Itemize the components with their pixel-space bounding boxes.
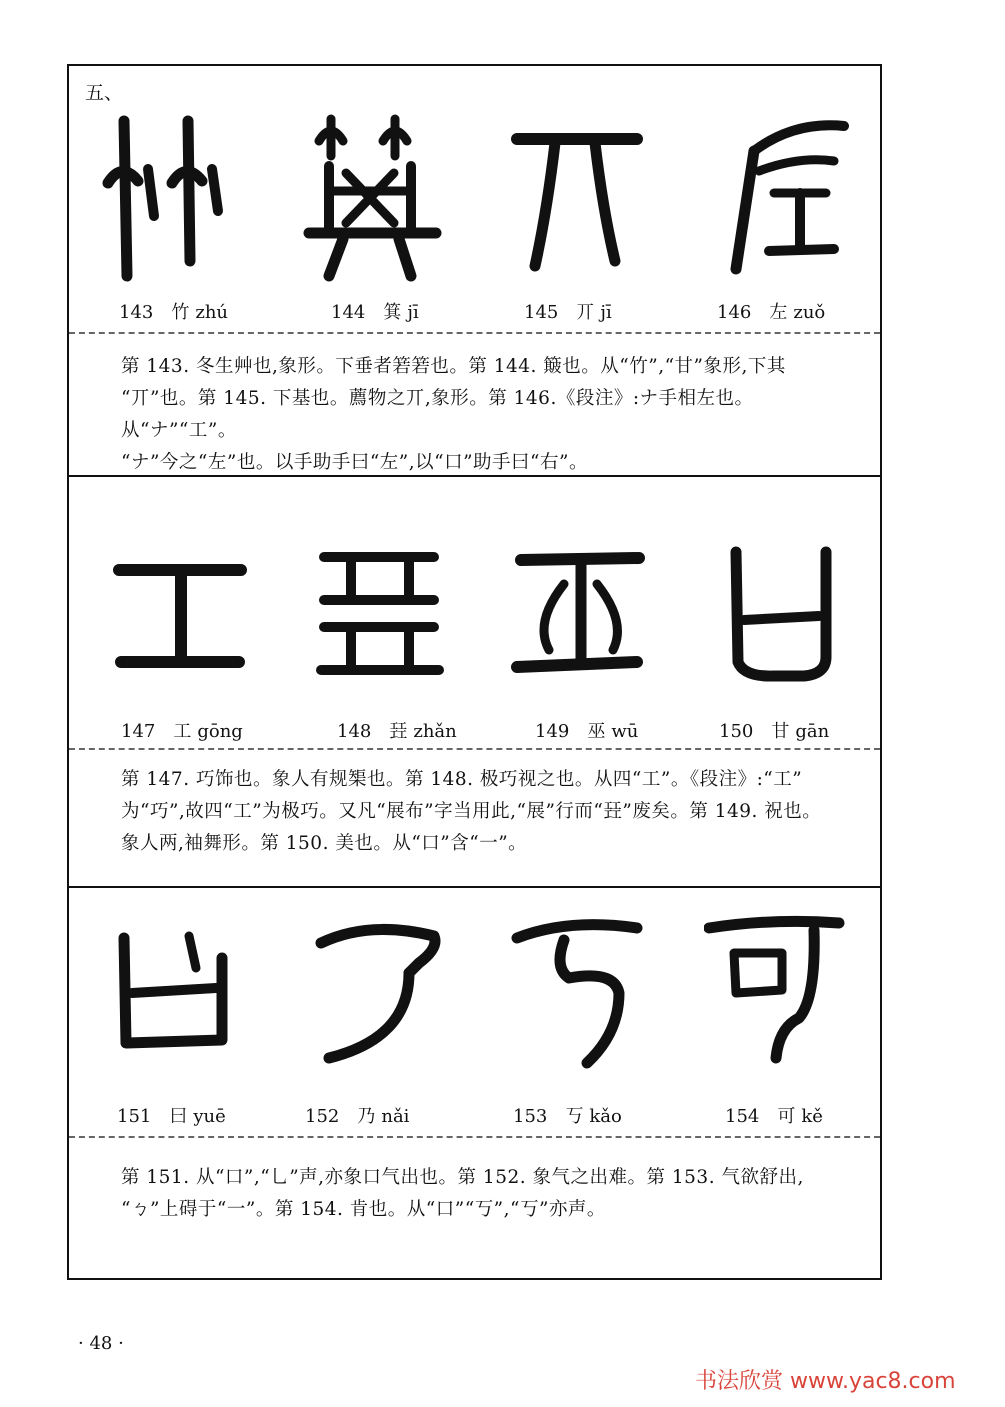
char-pinyin: kǎo <box>589 1106 622 1127</box>
char-caption <box>513 1102 622 1128</box>
description-text <box>121 1162 860 1226</box>
seal-zhan-icon <box>309 532 459 707</box>
char-text: 丌 <box>576 302 595 323</box>
char-number: 144 <box>331 302 366 323</box>
char-number: 147 <box>121 721 156 742</box>
seal-yue-say-icon <box>104 908 254 1083</box>
description-line: 第 143. 冬生艸也,象形。下垂者箬箬也。第 144. 簸也。从“竹”,“甘”象形,下其 <box>121 356 786 377</box>
char-pinyin: yuē <box>193 1106 226 1127</box>
char-caption <box>117 1102 226 1128</box>
section-panel-2 <box>69 475 880 888</box>
char-caption <box>119 298 228 324</box>
char-caption <box>719 717 829 743</box>
description-line: “丌”也。第 145. 下基也。薦物之丌,象形。第 146.《段注》:ナ手相左也。从“ナ”“工”。 <box>121 388 754 441</box>
description-line: 第 147. 巧饰也。象人有规榘也。第 148. 极巧视之也。从四“工”。《段注》:“工” <box>121 769 803 790</box>
char-pinyin: zhú <box>195 302 229 323</box>
description-text <box>121 764 860 860</box>
char-text: 乃 <box>357 1106 376 1127</box>
char-text: 巫 <box>587 721 606 742</box>
char-pinyin: jī <box>407 302 419 323</box>
description-text <box>121 351 860 479</box>
description-line: 为“巧”,故四“工”为极巧。又凡“展布”字当用此,“展”行而“㠭”废矣。第 149. 祝也。 <box>121 801 822 822</box>
seal-ji-stand-icon <box>507 111 657 286</box>
seal-gong-work-icon <box>109 532 259 707</box>
dashed-separator <box>69 332 880 334</box>
dashed-separator <box>69 748 880 750</box>
description-line: 象人两,袖舞形。第 150. 美也。从“口”含“一”。 <box>121 833 528 854</box>
seal-ji-winnow-icon <box>301 111 451 286</box>
char-text: 箕 <box>383 302 402 323</box>
char-text: 工 <box>173 721 192 742</box>
section-panel-1 <box>69 66 880 475</box>
caption-row <box>69 298 880 322</box>
char-pinyin: wū <box>611 721 639 742</box>
char-text: 曰 <box>169 1106 188 1127</box>
seal-kao-icon <box>509 908 659 1083</box>
glyph-row <box>69 111 880 286</box>
char-text: 竹 <box>171 302 190 323</box>
section-panel-3 <box>69 886 880 1280</box>
char-caption <box>725 1102 823 1128</box>
char-number: 151 <box>117 1106 152 1127</box>
char-text: 左 <box>769 302 788 323</box>
char-caption <box>535 717 638 743</box>
seal-nai-icon <box>309 908 459 1083</box>
char-pinyin: gōng <box>197 721 243 742</box>
char-text: 可 <box>777 1106 796 1127</box>
seal-wu-shaman-icon <box>509 532 659 707</box>
char-number: 148 <box>337 721 372 742</box>
char-text: 丂 <box>565 1106 584 1127</box>
description-line: “ㄅ”上碍于“一”。第 154. 肯也。从“口”“丂”,“丂”亦声。 <box>121 1199 606 1220</box>
char-text: 甘 <box>771 721 790 742</box>
char-number: 153 <box>513 1106 548 1127</box>
watermark: 书法欣赏 www.yac8.com <box>695 1369 956 1394</box>
char-pinyin: nǎi <box>381 1106 410 1127</box>
char-number: 154 <box>725 1106 760 1127</box>
glyph-row <box>69 532 880 707</box>
seal-zuo-left-icon <box>714 111 864 286</box>
description-line: 第 151. 从“口”,“乚”声,亦象口气出也。第 152. 象气之出难。第 153. 气欲舒出, <box>121 1167 804 1188</box>
char-caption <box>524 298 612 324</box>
char-text: 㠭 <box>389 721 408 742</box>
glyph-row <box>69 908 880 1083</box>
char-caption <box>305 1102 409 1128</box>
char-number: 150 <box>719 721 754 742</box>
caption-row <box>69 1102 880 1126</box>
seal-gan-sweet-icon <box>714 532 864 707</box>
char-caption <box>121 717 243 743</box>
char-pinyin: gān <box>795 721 830 742</box>
seal-zhu-bamboo-icon <box>94 111 244 286</box>
char-pinyin: kě <box>801 1106 823 1127</box>
content-frame <box>67 64 882 1280</box>
char-caption <box>717 298 825 324</box>
dashed-separator <box>69 1136 880 1138</box>
page-number: · 48 · <box>78 1333 124 1354</box>
char-caption <box>331 298 419 324</box>
caption-row <box>69 717 880 741</box>
char-number: 145 <box>524 302 559 323</box>
description-line: “ナ”今之“左”也。以手助手曰“左”,以“口”助手曰“右”。 <box>121 452 588 473</box>
char-number: 149 <box>535 721 570 742</box>
char-pinyin: zuǒ <box>793 302 826 323</box>
char-number: 143 <box>119 302 154 323</box>
char-pinyin: zhǎn <box>413 721 457 742</box>
char-number: 146 <box>717 302 752 323</box>
char-number: 152 <box>305 1106 340 1127</box>
section-label: 五、 <box>85 82 124 104</box>
char-caption <box>337 717 457 743</box>
seal-ke-can-icon <box>704 908 854 1083</box>
char-pinyin: jī <box>600 302 612 323</box>
